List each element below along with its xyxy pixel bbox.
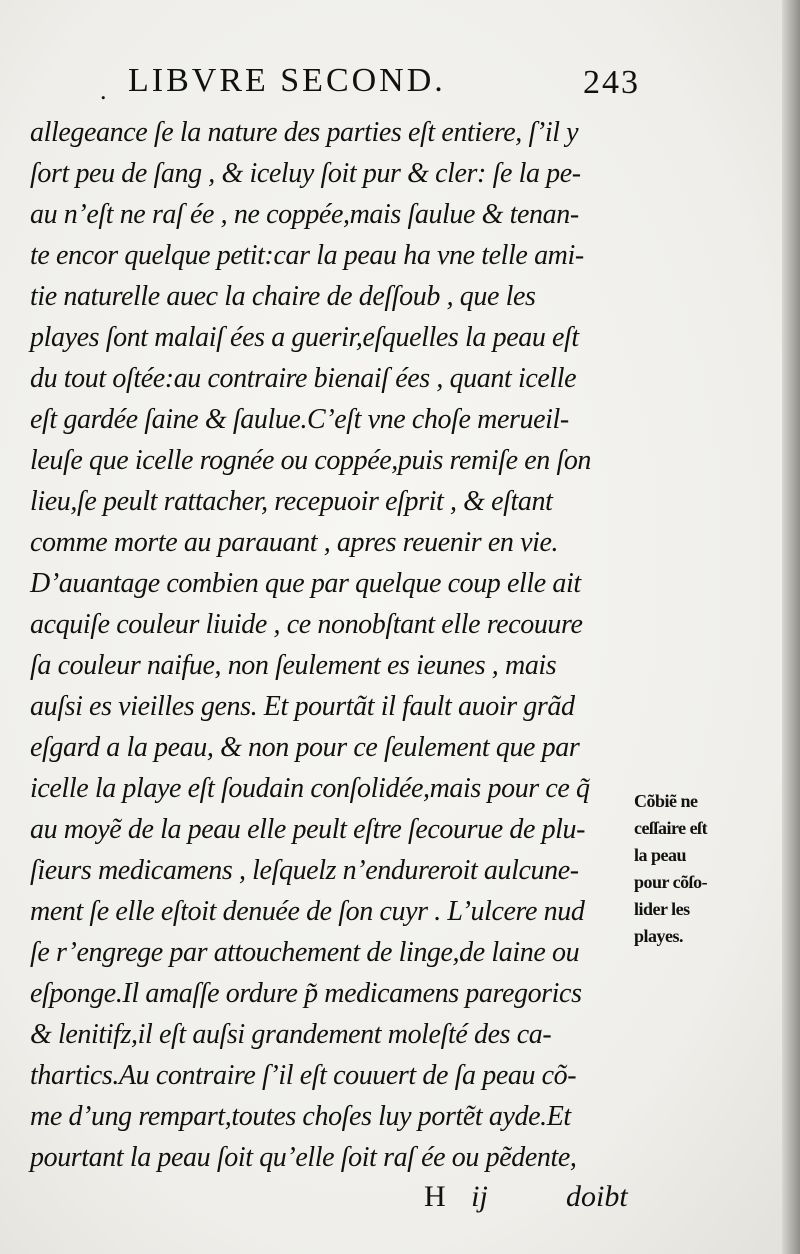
text-line: du tout oſtée:au contraire bienaiſ ées , quant icelle [30,363,577,394]
text-line: & lenitifz,il eſt auſsi grandement moleſté des ca- [30,1019,552,1050]
text-line: ſieurs medicamens , leſquelz n’endureroit aulcune- [30,855,579,886]
text-line: lieu,ſe peult rattacher, recepuoir eſprit , & eſtant [30,486,553,517]
marginal-note-line: lider les [634,899,690,919]
marginal-note-line: Cõbiẽ ne [634,791,698,811]
text-line: au n’eſt ne raſ ée , ne coppée,mais ſaulue & tenan- [30,199,579,230]
text-line: te encor quelque petit:car la peau ha vne telle ami- [30,240,584,271]
text-line: au moyẽ de la peau elle peult eſtre ſecourue de plu- [30,814,586,845]
text-line: tie naturelle auec la chaire de deſſoub , que les [30,281,536,312]
text-line: ſe r’engrege par attouchement de linge,de laine ou [30,937,580,968]
page-gutter-shadow [782,0,800,1254]
text-line: eſt gardée ſaine & ſaulue.C’eſt vne choſe merueil- [30,404,569,435]
marginal-note-line: playes. [634,926,684,946]
text-line: eſponge.Il amaſſe ordure p̃ medicamens paregorics [30,978,582,1009]
text-line: playes ſont malaiſ ées a guerir,eſquelles la peau eſt [30,322,579,353]
catchword: doibt [566,1180,628,1213]
text-line: leuſe que icelle rognée ou coppée,puis remiſe en ſon [30,445,592,476]
marginal-note-line: pour cõſo- [634,872,708,892]
marginal-note-line: la peau [634,845,687,865]
marginal-note [634,788,754,950]
text-line: eſgard a la peau, & non pour ce ſeulement que par [30,732,580,763]
text-line: ment ſe elle eſtoit denuée de ſon cuyr . L’ulcere nud [30,896,585,927]
signature-letter: H [424,1180,446,1213]
page-header [100,62,640,105]
text-line: pourtant la peau ſoit qu’elle ſoit raſ ée ou pẽdente, [30,1142,577,1173]
signature-numeral: ij [471,1180,488,1213]
text-line: comme morte au parauant , apres reuenir en vie. [30,527,559,558]
text-line: ſa couleur naifue, non ſeulement es ieunes , mais [30,650,557,681]
text-line: ſort peu de ſang , & iceluy ſoit pur & cler: ſe la pe- [30,158,581,189]
header-dot: . [100,76,107,105]
text-line: icelle la playe eſt ſoudain conſolidée,mais pour ce q̃ [30,773,590,804]
text-line: acquiſe couleur liuide , ce nonobſtant elle recouure [30,609,583,640]
page-number: 243 [583,64,640,101]
text-line: D’auantage combien que par quelque coup elle ait [30,568,581,599]
text-line: allegeance ſe la nature des parties eſt entiere, ſ’il y [30,117,579,148]
text-line: me d’ung rempart,toutes choſes luy portẽt ayde.Et [30,1101,571,1132]
text-line: thartics.Au contraire ſ’il eſt couuert de ſa peau cõ- [30,1060,577,1091]
main-text-block [30,112,630,1178]
signature-mark [424,1180,488,1214]
running-head: LIBVRE SECOND. [128,62,446,99]
text-line: auſsi es vieilles gens. Et pourtãt il fault auoir grãd [30,691,575,722]
marginal-note-line: ceſſaire eſt [634,818,708,838]
